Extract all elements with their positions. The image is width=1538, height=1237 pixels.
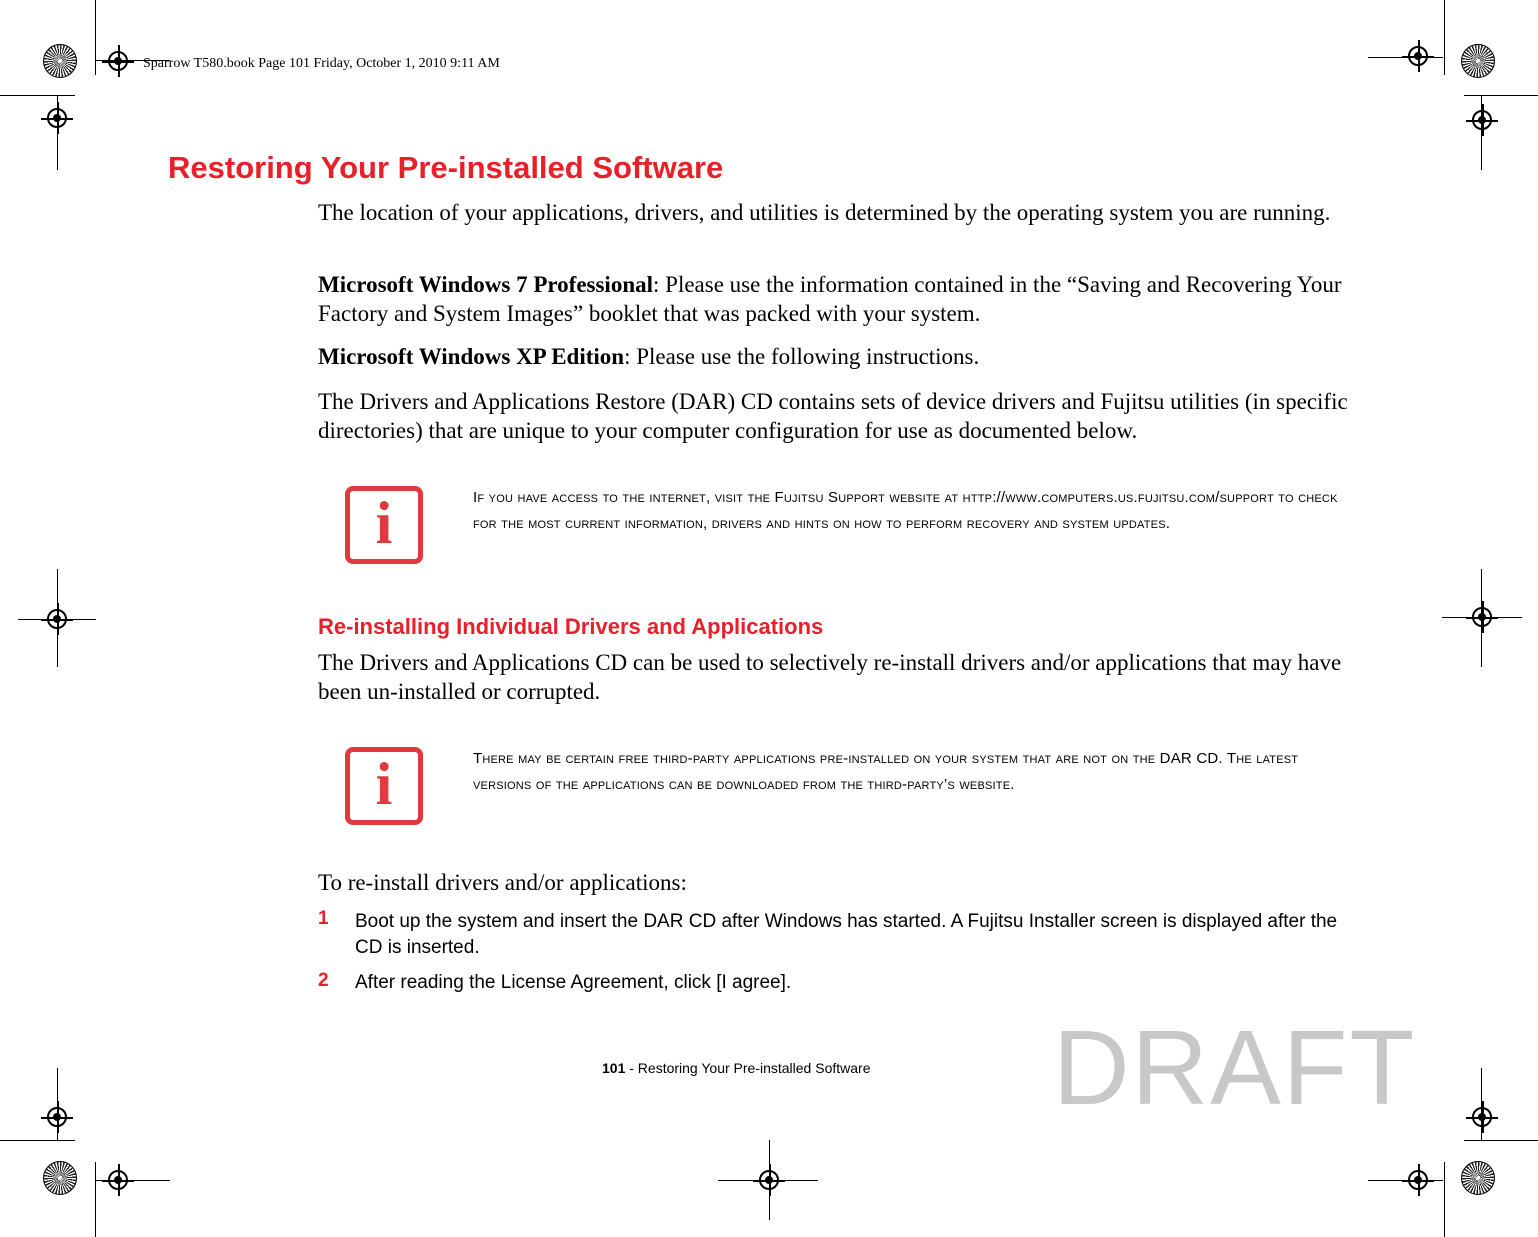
crop-line: [57, 95, 58, 170]
winxp-text: : Please use the following instructions.: [624, 344, 980, 369]
step-text: Boot up the system and insert the DAR CD after Windows has started. A Fujitsu Installer screen is displayed after the CD is inserted.: [355, 911, 1338, 958]
crop-line: [95, 1162, 96, 1237]
print-header: Sparrow T580.book Page 101 Friday, October 1, 2010 9:11 AM: [143, 56, 500, 71]
crosshair-icon: [1408, 46, 1428, 66]
note-third-party: There may be certain free third-party applications pre-installed on your system that are not on the DAR CD. The latest versions of the applications can be downloaded from the third-party’s website.: [473, 750, 1299, 793]
registration-star-icon: [1461, 44, 1495, 78]
crop-line: [769, 1140, 770, 1220]
crop-line: [1442, 617, 1522, 618]
draft-watermark: DRAFT: [1053, 1009, 1417, 1127]
registration-star-icon: [43, 44, 77, 78]
crop-line: [1481, 569, 1482, 667]
crop-line: [718, 1180, 818, 1181]
win7-paragraph: [318, 270, 1368, 328]
registration-star-icon: [1461, 1161, 1495, 1195]
crop-line: [57, 1068, 58, 1140]
info-icon-letter: i: [375, 751, 393, 817]
page-number: 101: [602, 1060, 626, 1076]
info-icon: [345, 486, 423, 564]
crop-line: [1464, 95, 1538, 96]
winxp-paragraph: [318, 342, 1368, 371]
crop-line: [1444, 0, 1445, 75]
page-title: Restoring Your Pre-installed Software: [168, 150, 724, 185]
note-internet: If you have access to the internet, visit the Fujitsu Support website at http://www.computers.us.fujitsu.com/support to check for the most current information, drivers and hints on how to perform recovery and system updates.: [473, 489, 1338, 532]
winxp-label: Microsoft Windows XP Edition: [318, 344, 625, 369]
crop-line: [95, 0, 96, 75]
reinstall-paragraph: The Drivers and Applications CD can be used to selectively re-install drivers and/or applications that may have been un-installed or corrupted.: [318, 650, 1342, 704]
step-number: 2: [318, 970, 329, 991]
steps-intro: To re-install drivers and/or applications:: [318, 870, 687, 895]
win7-text: : Please use the information contained in the “Saving and Recovering Your Factory and System Images” booklet that was packed with your system.: [318, 272, 1342, 326]
crosshair-icon: [108, 51, 128, 71]
info-icon-letter: i: [375, 490, 393, 556]
crop-line: [1368, 57, 1443, 58]
info-icon: [345, 747, 423, 825]
step-number: 1: [318, 908, 329, 929]
footer-text: - Restoring Your Pre-installed Software: [625, 1060, 871, 1076]
crop-line: [1481, 1068, 1482, 1140]
crop-line: [1464, 1140, 1538, 1141]
crosshair-icon: [1472, 1107, 1492, 1127]
crop-line: [95, 1180, 170, 1181]
crop-line: [18, 619, 96, 620]
crop-line: [0, 95, 75, 96]
crop-line: [57, 569, 58, 667]
page-footer: [602, 1060, 870, 1076]
win7-label: Microsoft Windows 7 Professional: [318, 272, 654, 297]
registration-star-icon: [43, 1161, 77, 1195]
section-subtitle: Re-installing Individual Drivers and Applications: [318, 614, 824, 639]
crosshair-icon: [1472, 110, 1492, 130]
crop-line: [1444, 1162, 1445, 1237]
step-text: After reading the License Agreement, click [I agree].: [355, 972, 792, 993]
crop-line: [1481, 95, 1482, 170]
crop-line: [1368, 1180, 1443, 1181]
dar-paragraph: The Drivers and Applications Restore (DAR) CD contains sets of device drivers and Fujitsu utilities (in specific directories) that are unique to your computer configuration for use as documented below.: [318, 389, 1348, 443]
crop-line: [0, 1140, 75, 1141]
intro-paragraph: The location of your applications, drivers, and utilities is determined by the operating system you are running.: [318, 200, 1331, 225]
